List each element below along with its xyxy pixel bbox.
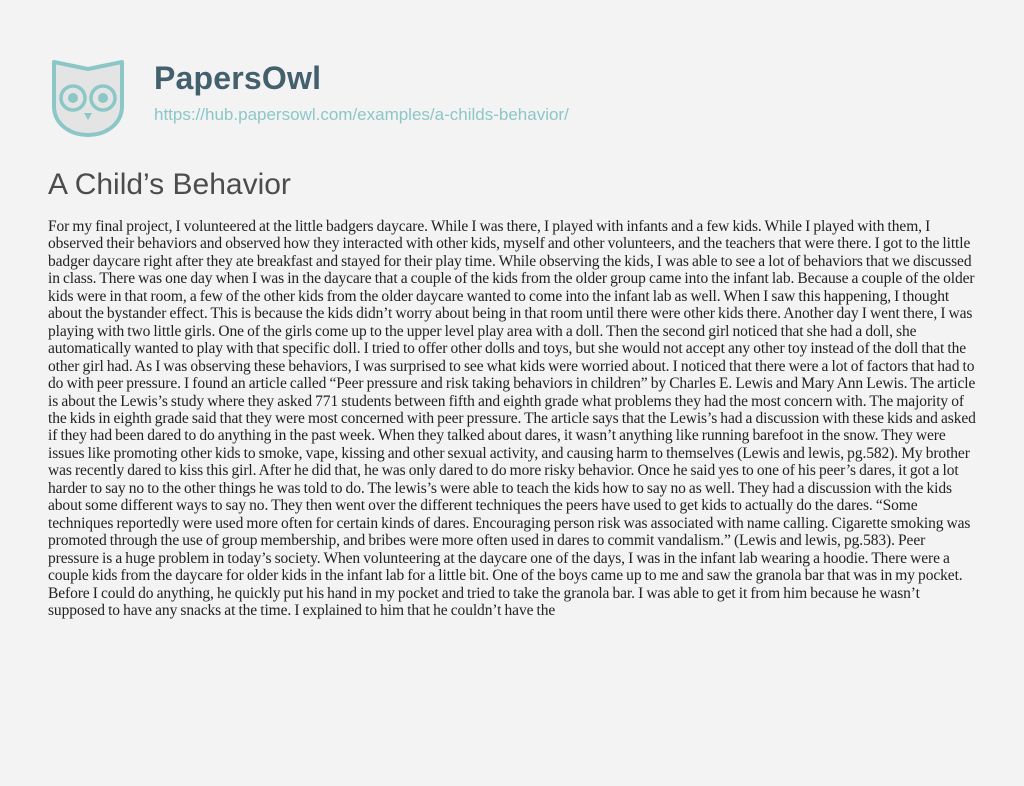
document-body: For my final project, I volunteered at the little badgers daycare. While I was there, I played with infants and a few kids. While I played with them, I observed their behaviors and observed how they interacted with other kids, myself and other volunteers, and the teachers that were there. I got to the little badger daycare right after they ate breakfast and stayed for their play time. While observing the kids, I was able to see a lot of behaviors that we discussed in class. There was one day when I was in the daycare that a couple of the kids from the older group came into the infant lab. Because a couple of the older kids were in that room, a few of the other kids from the older daycare wanted to come into the infant lab as well. When I saw this happening, I thought about the bystander effect. This is because the kids didn’t worry about being in that room until there were other kids there. Another day I went there, I was playing with two little girls. One of the girls come up to the upper level play area with a doll. Then the second girl noticed that she had a doll, she automatically wanted to play with that specific doll. I tried to offer other dolls and toys, but she would not accept any other toy instead of the doll that the other girl had. As I was observing these behaviors, I was surprised to see what kids were worried about. I noticed that there were a lot of factors that had to do with peer pressure. I found an article called “Peer pressure and risk taking behaviors in children” by Charles E. Lewis and Mary Ann Lewis. The article is about the Lewis’s study where they asked 771 students between fifth and eighth grade what problems they had the most concern with. The majority of the kids in eighth grade said that they were most concerned with peer pressure. The article says that the Lewis’s had a discussion with these kids and asked if they had been dared to do anything in the past week. When they talked about dares, it wasn’t anything like running barefoot in the snow. They were issues like promoting other kids to smoke, vape, kissing and other sexual activity, and causing harm to themselves (Lewis and lewis, pg.582). My brother was recently dared to kiss this girl. After he did that, he was only dared to do more risky behavior. Once he said yes to one of his peer’s dares, it got a lot harder to say no to the other things he was told to do. The lewis’s were able to teach the kids how to say no as well. They had a discussion with the kids about some different ways to say no. They then went over the different techniques the peers have used to get kids to actually do the dares. “Some techniques reportedly were used more often for certain kinds of dares. Encouraging person risk was associated with name calling. Cigarette smoking was promoted through the use of group membership, and bribes were more often used in dares to commit vandalism.” (Lewis and lewis, pg.583). Peer pressure is a huge problem in today’s society. When volunteering at the daycare one of the days, I was in the infant lab wearing a hoodie. There were a couple kids from the daycare for older kids in the infant lab for a little bit. One of the boys came up to me and saw the granola bar that was in my pocket. Before I could do anything, he quickly put his hand in my pocket and tried to take the granola bar. I was able to get it from him because he wasn’t supposed to have any snacks at the time. I explained to him that he couldn’t have the	[48, 218, 976, 619]
source-url-link[interactable]: https://hub.papersowl.com/examples/a-childs-behavior/	[154, 105, 569, 124]
document-title: A Child’s Behavior	[48, 168, 291, 201]
owl-logo-icon	[48, 58, 128, 138]
site-header	[48, 58, 988, 138]
brand-name: PapersOwl	[154, 60, 322, 96]
